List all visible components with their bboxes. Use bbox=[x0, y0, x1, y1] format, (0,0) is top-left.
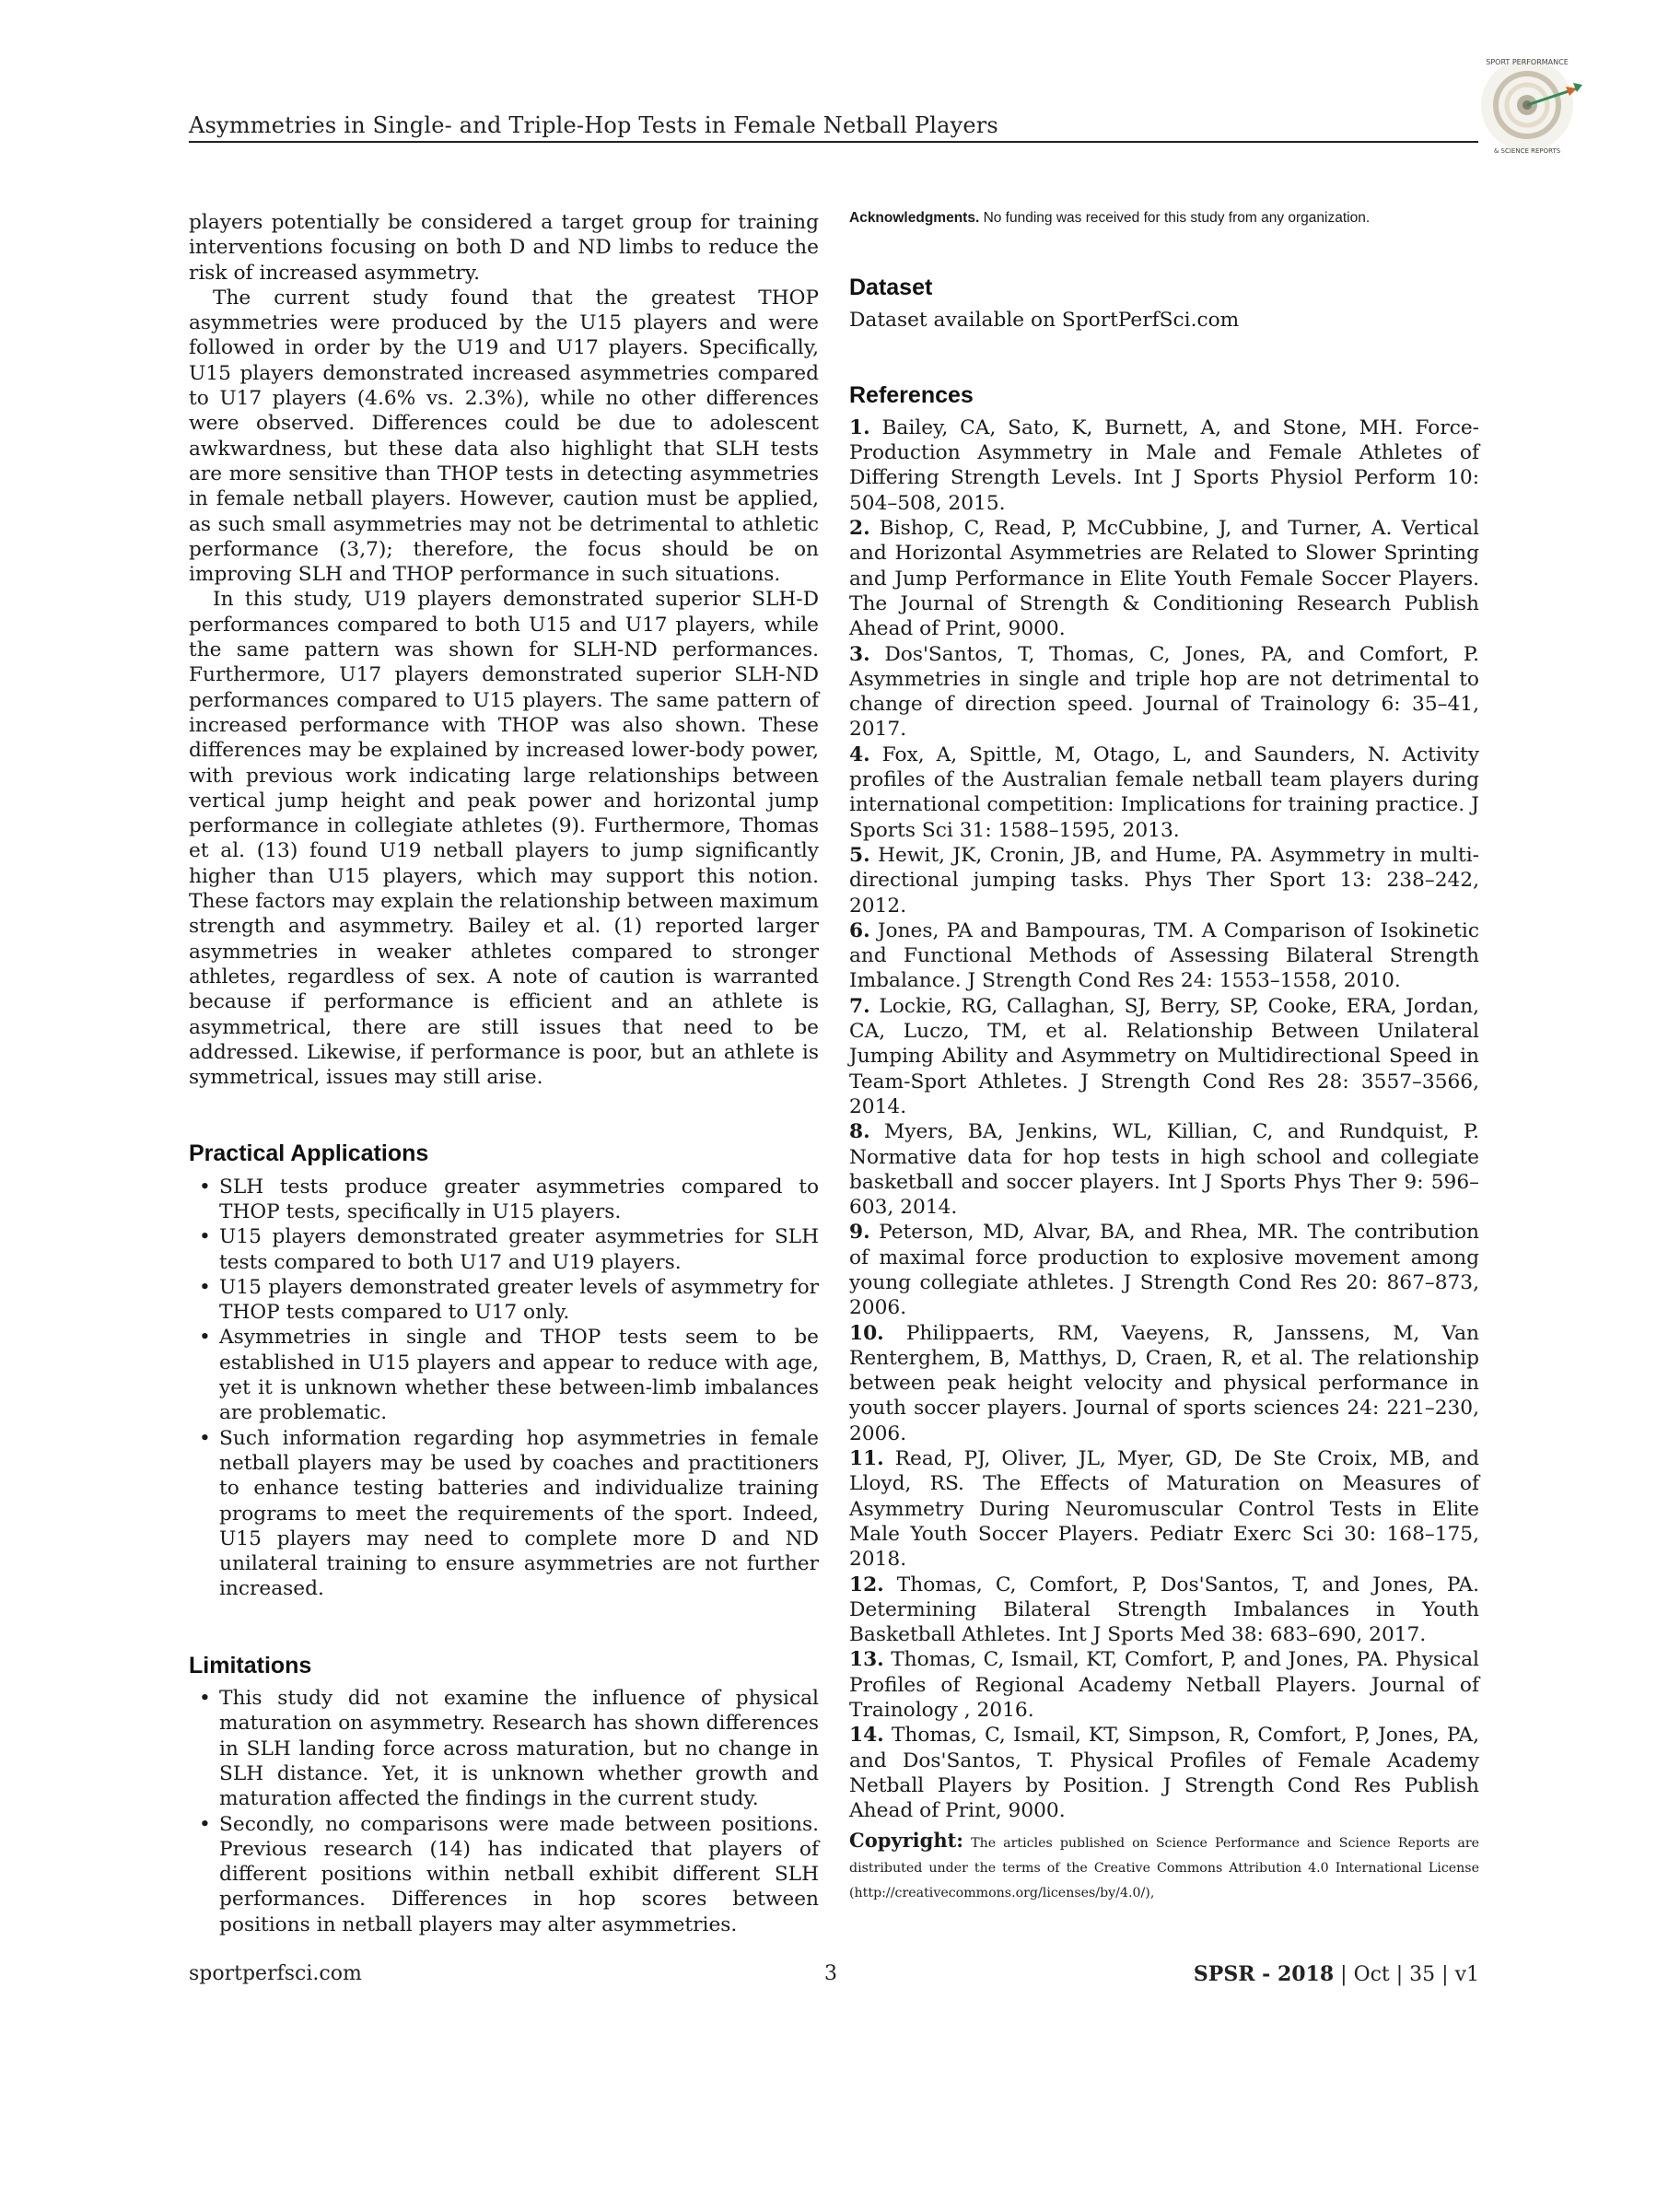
list-item-text: U15 players demonstrated greater asymmetries for SLH tests compared to both U17 and U19 players. bbox=[219, 1225, 819, 1274]
running-header: Asymmetries in Single- and Triple-Hop Tests in Female Netball Players bbox=[189, 112, 998, 138]
section-heading-dataset: Dataset bbox=[849, 275, 933, 300]
reference-item bbox=[849, 415, 1479, 516]
header-rule bbox=[189, 141, 1478, 143]
list-item bbox=[189, 1812, 819, 1937]
list-item bbox=[189, 1325, 819, 1425]
bullet-icon: • bbox=[199, 1687, 211, 1711]
acknowledgments-label: Acknowledgments. bbox=[849, 210, 980, 226]
bullet-icon: • bbox=[199, 1812, 211, 1836]
reference-text: Philippaerts, RM, Vaeyens, R, Janssens, M, Van Renterghem, B, Matthys, D, Craen, R, et al. The relationship between peak height velocity and physical performance in youth soccer players. Journal of sports sciences 24: 221–230, 2006. bbox=[849, 1321, 1479, 1445]
list-item-text: Secondly, no comparisons were made between positions. Previous research (14) has indicated that players of different positions within netball exhibit different SLH performances. Differences in hop scores between positions in netball players may alter asymmetries. bbox=[219, 1812, 819, 1936]
reference-text: Lockie, RG, Callaghan, SJ, Berry, SP, Cooke, ERA, Jordan, CA, Luczo, TM, et al. Relationship Between Unilateral Jumping Ability and Asymmetry on Multidirectional Speed in Team-Sport Athletes. J Strength Cond Res 28: 3557–3566, 2014. bbox=[849, 994, 1479, 1118]
reference-number: 1. bbox=[849, 415, 870, 439]
svg-text:SPORT PERFORMANCE: SPORT PERFORMANCE bbox=[1486, 58, 1569, 66]
reference-number: 9. bbox=[849, 1221, 870, 1245]
reference-text: Thomas, C, Ismail, KT, Comfort, P, and Jones, PA. Physical Profiles of Regional Academy Netball Players. Journal of Trainology , 2016. bbox=[849, 1648, 1479, 1723]
copyright-text: The articles published on Science Performance and Science Reports are distributed under the terms of the Creative Commons Attribution 4.0 International License (http://creativecommons.org/licenses/by/4.0/), bbox=[849, 1835, 1479, 1900]
paragraph: The current study found that the greatest THOP asymmetries were produced by the U15 players and were followed in order by the U19 and U17 players. Specifically, U15 players demonstrated increased asymmetries compared to U17 players (4.6% vs. 2.3%), while no other differences were observed. Differences could be due to adolescent awkwardness, but these data also highlight that SLH tests are more sensitive than THOP tests in detecting asymmetries in female netball players. However, caution must be applied, as such small asymmetries may not be detrimental to athletic performance (3,7); therefore, the focus should be on improving SLH and THOP performance in such situations. bbox=[189, 286, 819, 587]
reference-text: Myers, BA, Jenkins, WL, Killian, C, and Rundquist, P. Normative data for hop tests in high school and collegiate basketball and soccer players. Int J Sports Phys Ther 9: 596–603, 2014. bbox=[849, 1120, 1479, 1220]
reference-item bbox=[849, 1647, 1479, 1723]
reference-text: Thomas, C, Comfort, P, Dos'Santos, T, and Jones, PA. Determining Bilateral Strength Imbalances in Youth Basketball Athletes. Int J Sports Med 38: 683–690, 2017. bbox=[849, 1573, 1479, 1647]
bullet-icon: • bbox=[199, 1275, 211, 1299]
reference-list bbox=[849, 415, 1479, 1824]
reference-item bbox=[849, 994, 1479, 1119]
copyright-notice bbox=[849, 1828, 1479, 1906]
list-item-text: This study did not examine the influence of physical maturation on asymmetry. Research has shown differences in SLH landing force across maturation, but no change in SLH distance. Yet, it is unknown whether growth and maturation affected the findings in the current study. bbox=[219, 1687, 819, 1811]
list-item bbox=[189, 1686, 819, 1811]
bullet-icon: • bbox=[199, 1225, 211, 1249]
reference-text: Read, PJ, Oliver, JL, Myer, GD, De Ste Croix, MB, and Lloyd, RS. The Effects of Maturation on Measures of Asymmetry During Neuromuscular Control Tests in Elite Male Youth Soccer Players. Pediatr Exerc Sci 30: 168–175, 2018. bbox=[849, 1447, 1479, 1572]
reference-text: Fox, A, Spittle, M, Otago, L, and Saunders, N. Activity profiles of the Australian female netball team players during international competition: Implications for training practice. J Sports Sci 31: 1588–1595, 2013. bbox=[849, 743, 1479, 842]
reference-item bbox=[849, 516, 1479, 641]
reference-number: 5. bbox=[849, 843, 870, 867]
reference-item bbox=[849, 1220, 1479, 1320]
reference-number: 11. bbox=[849, 1447, 884, 1471]
left-column bbox=[189, 210, 819, 1937]
acknowledgments bbox=[849, 208, 1479, 228]
paragraph: In this study, U19 players demonstrated superior SLH-D performances compared to both U15 and U17 players, while the same pattern was shown for SLH-ND performances. Furthermore, U17 players demonstrated superior SLH-ND performances compared to U15 players. The same pattern of increased performance with THOP was also shown. These differences may be explained by increased lower-body power, with previous work indicating large relationships between vertical jump height and peak power and horizontal jump performance in collegiate athletes (9). Furthermore, Thomas et al. (13) found U19 netball players to jump significantly higher than U15 players, which may support this notion. These factors may explain the relationship between maximum strength and asymmetry. Bailey et al. (1) reported larger asymmetries in weaker athletes compared to stronger athletes, regardless of sex. A note of caution is warranted because if performance is efficient and an athlete is asymmetrical, there are still issues that need to be addressed. Likewise, if performance is poor, but an athlete is symmetrical, issues may still arise. bbox=[189, 588, 819, 1090]
reference-text: Dos'Santos, T, Thomas, C, Jones, PA, and Comfort, P. Asymmetries in single and triple hop are not detrimental to change of direction speed. Journal of Trainology 6: 35–41, 2017. bbox=[849, 642, 1479, 742]
reference-text: Jones, PA and Bampouras, TM. A Comparison of Isokinetic and Functional Methods of Assessing Bilateral Strength Imbalance. J Strength Cond Res 24: 1553–1558, 2010. bbox=[849, 918, 1479, 993]
acknowledgments-text: No funding was received for this study from any organization. bbox=[983, 210, 1371, 226]
issue-info: | Oct | 35 | v1 bbox=[1340, 1963, 1479, 1986]
reference-text: Bishop, C, Read, P, McCubbine, J, and Turner, A. Vertical and Horizontal Asymmetries are Related to Slower Sprinting and Jump Performance in Elite Youth Female Soccer Players. The Journal of Strength & Conditioning Research Publish Ahead of Print, 9000. bbox=[849, 517, 1479, 641]
list-item-text: Asymmetries in single and THOP tests seem to be established in U15 players and appear to reduce with age, yet it is unknown whether these between-limb imbalances are problematic. bbox=[219, 1326, 819, 1425]
practical-applications-list bbox=[189, 1175, 819, 1602]
journal-logo bbox=[1474, 48, 1584, 158]
reference-number: 7. bbox=[849, 994, 870, 1018]
reference-item bbox=[849, 642, 1479, 743]
list-item-text: U15 players demonstrated greater levels of asymmetry for THOP tests compared to U17 only. bbox=[219, 1275, 819, 1325]
reference-number: 8. bbox=[849, 1120, 870, 1144]
reference-text: Bailey, CA, Sato, K, Burnett, A, and Stone, MH. Force-Production Asymmetry in Male and Female Athletes of Differing Strength Levels. Int J Sports Physiol Perform 10: 504–508, 2015. bbox=[849, 415, 1480, 515]
journal-name: SPSR - 2018 bbox=[1193, 1962, 1335, 1986]
reference-item bbox=[849, 843, 1479, 918]
section-heading-limitations: Limitations bbox=[189, 1652, 312, 1678]
reference-number: 3. bbox=[849, 642, 870, 666]
list-item bbox=[189, 1224, 819, 1275]
list-item bbox=[189, 1426, 819, 1602]
bullet-icon: • bbox=[199, 1175, 211, 1199]
reference-text: Peterson, MD, Alvar, BA, and Rhea, MR. The contribution of maximal force production to explosive movement among young collegiate athletes. J Strength Cond Res 20: 867–873, 2006. bbox=[849, 1221, 1479, 1320]
footer-journal-info bbox=[1194, 1962, 1479, 1986]
svg-text:& SCIENCE REPORTS: & SCIENCE REPORTS bbox=[1493, 147, 1561, 155]
bullet-icon: • bbox=[199, 1326, 211, 1350]
list-item bbox=[189, 1275, 819, 1326]
reference-item bbox=[849, 918, 1479, 994]
reference-text: Thomas, C, Ismail, KT, Simpson, R, Comfort, P, Jones, PA, and Dos'Santos, T. Physical Profiles of Female Academy Netball Players by Position. J Strength Cond Res Publish Ahead of Print, 9000. bbox=[849, 1724, 1479, 1823]
list-item-text: Such information regarding hop asymmetries in female netball players may be used by coaches and practitioners to enhance testing batteries and individualize training programs to meet the requirements of the sport. Indeed, U15 players may need to complete more D and ND unilateral training to ensure asymmetries are not further increased. bbox=[219, 1426, 819, 1601]
bullet-icon: • bbox=[199, 1426, 211, 1450]
right-column bbox=[849, 210, 1479, 1906]
reference-number: 13. bbox=[849, 1648, 884, 1672]
list-item-text: SLH tests produce greater asymmetries compared to THOP tests, specifically in U15 players. bbox=[219, 1175, 819, 1223]
dataset-text: Dataset available on SportPerfSci.com bbox=[849, 309, 1240, 333]
reference-item bbox=[849, 1446, 1479, 1572]
reference-number: 12. bbox=[849, 1573, 884, 1596]
reference-number: 6. bbox=[849, 918, 870, 942]
reference-item bbox=[849, 743, 1479, 843]
reference-item bbox=[849, 1723, 1479, 1823]
reference-number: 10. bbox=[849, 1321, 884, 1345]
section-heading-practical-applications: Practical Applications bbox=[189, 1140, 429, 1167]
copyright-label: Copyright: bbox=[849, 1828, 964, 1852]
section-heading-references: References bbox=[849, 381, 974, 408]
list-item bbox=[189, 1175, 819, 1225]
reference-item bbox=[849, 1321, 1479, 1446]
reference-item bbox=[849, 1119, 1479, 1220]
footer-site: sportperfsci.com bbox=[189, 1962, 362, 1985]
reference-number: 2. bbox=[849, 517, 870, 541]
reference-item bbox=[849, 1573, 1479, 1648]
limitations-list bbox=[189, 1686, 819, 1937]
reference-number: 14. bbox=[849, 1724, 884, 1748]
page-number: 3 bbox=[824, 1962, 837, 1985]
reference-text: Hewit, JK, Cronin, JB, and Hume, PA. Asymmetry in multi-directional jumping tasks. Phys Ther Sport 13: 238–242, 2012. bbox=[849, 843, 1479, 918]
paragraph: players potentially be considered a target group for training interventions focusing on both D and ND limbs to reduce the risk of increased asymmetry. bbox=[189, 211, 819, 285]
reference-number: 4. bbox=[849, 743, 870, 766]
